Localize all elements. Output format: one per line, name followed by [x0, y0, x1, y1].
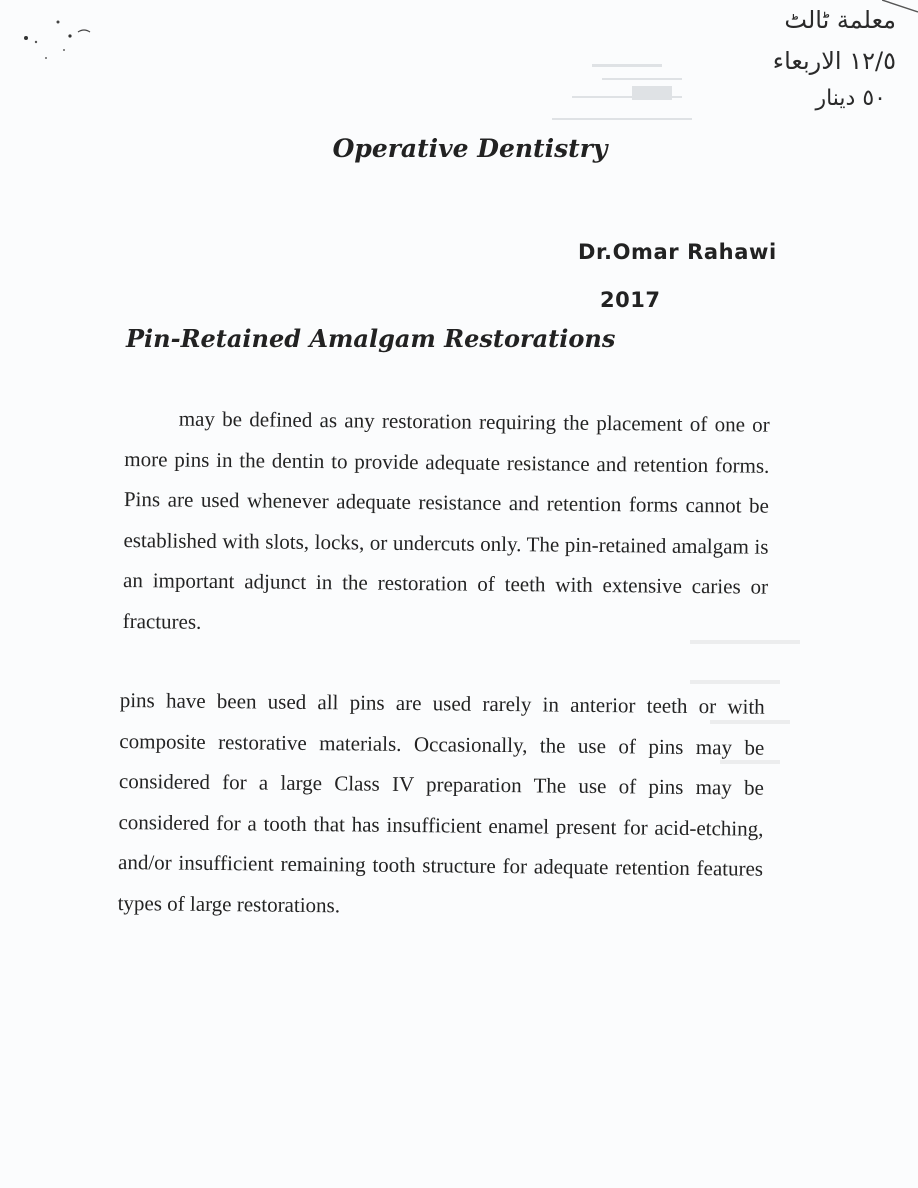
- handwritten-note: [666, 6, 896, 112]
- body-paragraph-1: may be defined as any restoration requiring the placement of one or more pins in the dentin to provide adequate resistance and retention forms. Pins are used whenever adequate resistance and retention forms cannot be established with slots, locks, or undercuts only. The pin-retained amalgam is an important adjunct in the restoration of teeth with extensive caries or fractures.: [122, 406, 770, 634]
- handwritten-note-line-1: معلمة ٹالٹ: [784, 6, 896, 34]
- handwritten-note-line-2: ١٢/٥ الاربعاء: [772, 46, 896, 75]
- author-name: Dr.Omar Rahawi: [578, 240, 777, 264]
- handwritten-note-line-3: ٥٠ دينار: [815, 85, 886, 111]
- document-year: 2017: [600, 288, 661, 312]
- document-title: Operative Dentistry: [332, 134, 608, 163]
- section-title: Pin-Retained Amalgam Restorations: [126, 324, 616, 353]
- body-paragraph-2: pins have been used all pins are used rarely in anterior teeth or with composite restorative materials. Occasionally, the use of pins may be considered for a large Class IV preparation The use of pins may be considered for a tooth that has insufficient enamel present for acid-etching, and/or insufficient remaining tooth structure for adequate retention features types of large restorations.: [117, 687, 765, 917]
- scan-specks-decoration: [18, 14, 108, 74]
